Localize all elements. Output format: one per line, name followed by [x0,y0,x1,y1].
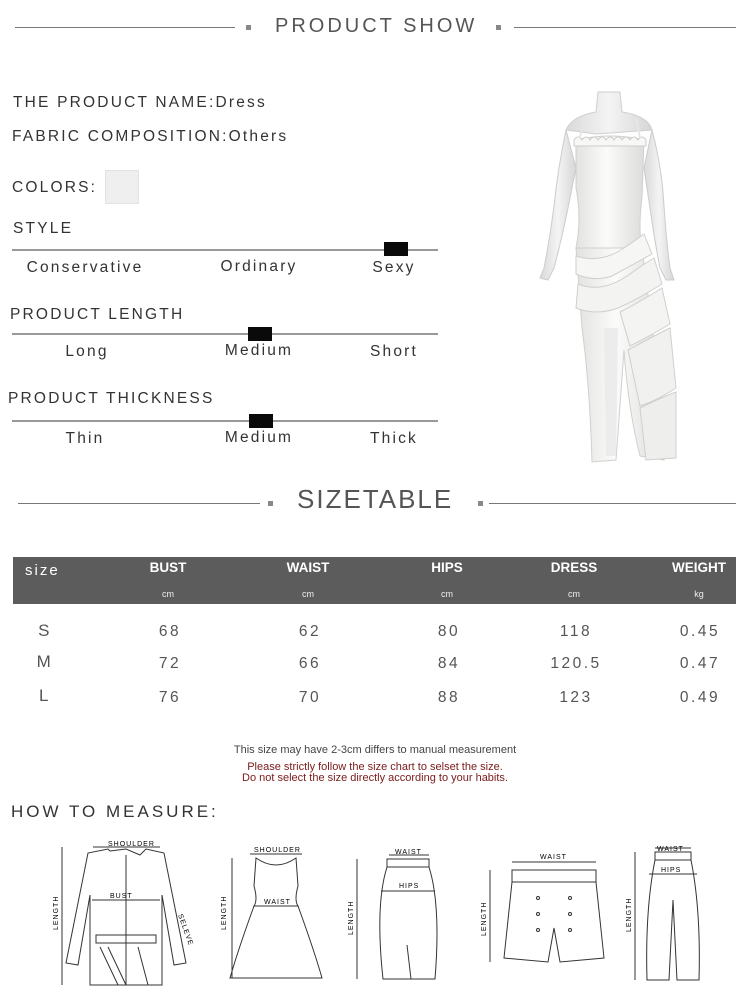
row-m-waist: 66 [298,655,322,672]
dress-length-label: LENGTH [221,895,228,930]
row-l-hips: 88 [437,689,461,706]
jacket-sleeve-label: SELEVE [176,913,195,947]
jacket-bust-label: BUST [110,893,133,900]
row-s-hips: 80 [437,623,461,640]
measurement-note: This size may have 2-3cm differs to manual measurement [233,744,517,756]
pants-measure-diagram [625,840,705,990]
style-option-sexy: Sexy [372,259,416,276]
shorts-measure-diagram [478,848,608,973]
thickness-option-medium: Medium [224,429,294,446]
thickness-scale-track [12,420,438,422]
header-dot-right [496,25,501,30]
length-scale-marker [248,327,272,341]
col-weight-header: WEIGHT [672,560,726,575]
col-waist-header: WAIST [286,560,330,575]
thickness-scale-marker [249,414,273,428]
length-option-long: Long [65,343,109,360]
row-l-weight: 0.49 [679,689,721,706]
sizetable-dot-right [478,501,483,506]
col-dress-unit: cm [568,589,580,599]
pants-length-label: LENGTH [626,897,633,932]
size-warning-2: Do not select the size directly according to your habits. [242,772,508,784]
thickness-option-thin: Thin [65,430,105,447]
fabric-label: FABRIC COMPOSITION: [12,128,229,145]
product-name-row [13,94,267,112]
row-m-dress: 120.5 [550,655,602,672]
skirt-hips-label: HIPS [399,883,420,890]
size-warning-1: Please strictly follow the size chart to selset the size. [247,761,503,773]
col-waist-unit: cm [302,589,314,599]
col-bust-unit: cm [162,589,174,599]
fabric-row [12,128,288,146]
product-name-value: Dress [215,94,267,111]
colors-label: COLORS: [12,179,98,196]
row-m-hips: 84 [437,655,461,672]
page-title: PRODUCT SHOW [275,15,478,37]
style-scale-track [12,249,438,251]
color-swatch-white[interactable] [105,170,139,204]
col-bust-header: BUST [149,560,187,575]
shorts-length-label: LENGTH [481,901,488,936]
row-l-waist: 70 [298,689,322,706]
header-rule-left [15,27,235,28]
style-option-conservative: Conservative [26,259,144,276]
jacket-shoulder-label: SHOULDER [108,841,155,848]
row-m-size: M [36,652,54,671]
shorts-waist-label: WAIST [540,854,567,861]
col-weight-unit: kg [694,589,704,599]
dress-shoulder-label: SHOULDER [254,847,301,854]
how-to-measure-title: HOW TO MEASURE: [11,802,219,821]
length-option-short: Short [369,343,419,360]
header-dot-left [246,25,251,30]
length-label: PRODUCT LENGTH [10,306,185,323]
length-scale-track [12,333,438,335]
dress-measure-diagram [218,840,328,990]
col-size-header: size [25,562,60,579]
skirt-length-label: LENGTH [348,900,355,935]
size-table-header [13,557,736,604]
product-image [520,88,700,468]
row-s-weight: 0.45 [679,623,721,640]
row-s-size: S [38,621,52,640]
product-name-label: THE PRODUCT NAME: [13,94,216,111]
row-m-bust: 72 [158,655,182,672]
row-s-waist: 62 [298,623,322,640]
row-s-bust: 68 [158,623,182,640]
style-scale-marker [384,242,408,256]
col-dress-header: DRESS [550,560,598,575]
length-option-medium: Medium [224,342,294,359]
fabric-value: Others [228,128,289,145]
sizetable-title: SIZETABLE [297,484,454,514]
skirt-measure-diagram [345,845,445,990]
style-option-ordinary: Ordinary [220,258,298,275]
header-rule-right [514,27,736,28]
dress-waist-label: WAIST [264,899,291,906]
col-hips-header: HIPS [431,560,463,575]
row-m-weight: 0.47 [679,655,721,672]
sizetable-rule-right [489,503,736,504]
jacket-length-label: LENGTH [53,895,60,930]
thickness-label: PRODUCT THICKNESS [8,390,215,407]
pants-waist-label: WAIST [657,846,684,853]
row-l-size: L [39,686,51,705]
style-label: STYLE [13,220,74,237]
skirt-waist-label: WAIST [395,849,422,856]
jacket-measure-diagram [48,835,208,990]
row-s-dress: 118 [559,623,593,640]
sizetable-rule-left [18,503,260,504]
sizetable-dot-left [268,501,273,506]
row-l-dress: 123 [559,689,593,706]
thickness-option-thick: Thick [369,430,419,447]
row-l-bust: 76 [158,689,182,706]
pants-hips-label: HIPS [661,867,682,874]
col-hips-unit: cm [441,589,453,599]
